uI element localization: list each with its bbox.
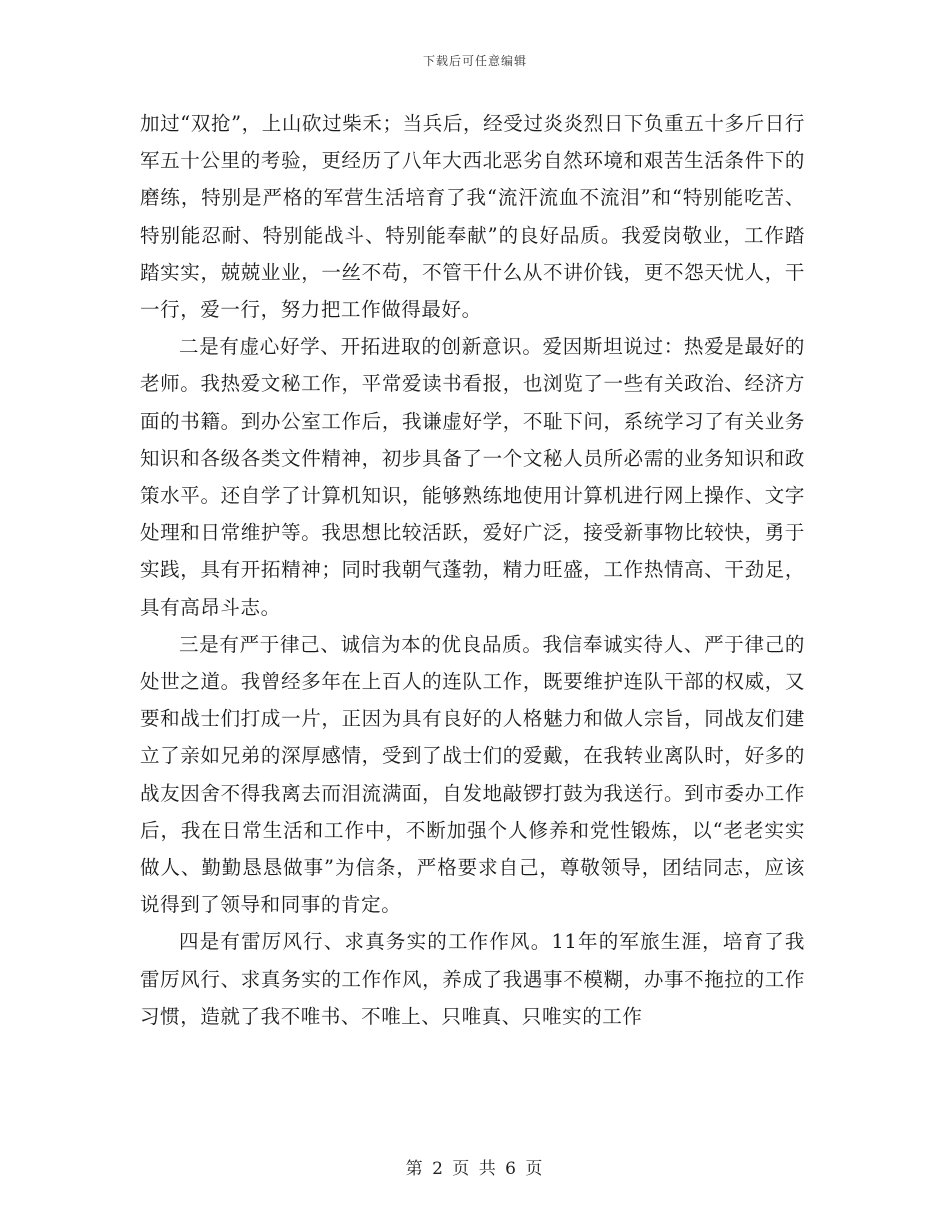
document-body [140,105,805,1035]
paragraph-point-four: 四是有雷厉风行、求真务实的工作作风。11年的军旅生涯，培育了我雷厉风行、求真务实的工作作风，养成了我遇事不模糊，办事不拖拉的工作习惯，造就了我不唯书、不唯上、只唯真、只唯实的工作 [140,930,805,1028]
page-number-footer: 第 2 页 共 6 页 [405,1159,545,1179]
page-header: 下载后可任意编辑 [422,54,527,68]
paragraph-point-three: 三是有严于律己、诚信为本的优良品质。我信奉诚实待人、严于律己的处世之道。我曾经多年在上百人的连队工作，既要维护连队干部的权威，又要和战士们打成一片，正因为具有良好的人格魅力和做人宗旨，同战友们建立了亲如兄弟的深厚感情，受到了战士们的爱戴，在我转业离队时，好多的战友因舍不得我离去而泪流满面，自发地敲锣打鼓为我送行。到市委办工作后，我在日常生活和工作中，不断加强个人修养和党性锻炼，以“老老实实做人、勤勤恳恳做事”为信条，严格要求自己，尊敬领导，团结同志，应该说得到了领导和同事的肯定。 [140,632,805,917]
paragraph-continuation: 加过“双抢”，上山砍过柴禾；当兵后，经受过炎炎烈日下负重五十多斤日行军五十公里的考验，更经历了八年大西北恶劣自然环境和艰苦生活条件下的磨练，特别是严格的军营生活培育了我“流汗流血不流泪”和“特别能吃苦、特别能忍耐、特别能战斗、特别能奉献”的良好品质。我爱岗敬业，工作踏踏实实，兢兢业业，一丝不苟，不管干什么从不讲价钱，更不怨天忧人，干一行，爱一行，努力把工作做得最好。 [140,112,805,322]
paragraph-point-two: 二是有虚心好学、开拓进取的创新意识。爱因斯坦说过：热爱是最好的老师。我热爱文秘工作，平常爱读书看报，也浏览了一些有关政治、经济方面的书籍。到办公室工作后，我谦虚好学，不耻下问，系统学习了有关业务知识和各级各类文件精神，初步具备了一个文秘人员所必需的业务知识和政策水平。还自学了计算机知识，能够熟练地使用计算机进行网上操作、文字处理和日常维护等。我思想比较活跃，爱好广泛，接受新事物比较快，勇于实践，具有开拓精神；同时我朝气蓬勃，精力旺盛，工作热情高、干劲足，具有高昂斗志。 [140,335,805,619]
